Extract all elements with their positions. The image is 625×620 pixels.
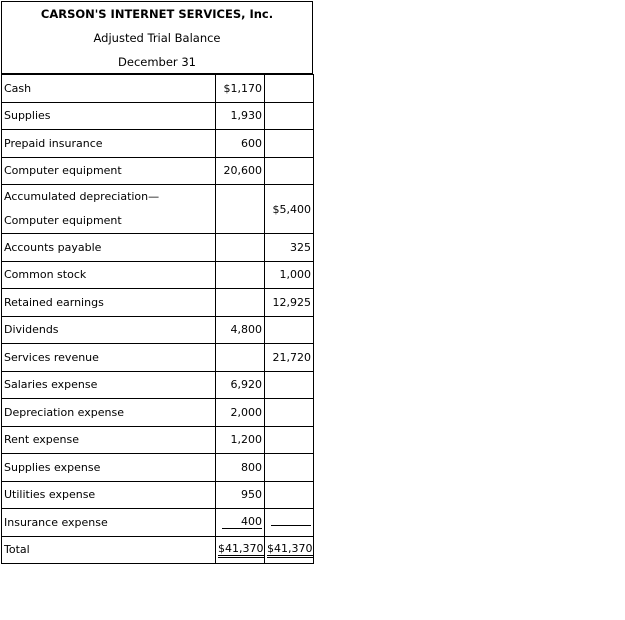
credit-amount: 325 <box>265 234 314 262</box>
account-name: Rent expense <box>2 426 216 454</box>
trial-balance-sheet <box>1 1 313 564</box>
table-row <box>2 316 314 344</box>
account-name: Retained earnings <box>2 289 216 317</box>
table-row <box>2 130 314 158</box>
debit-amount: 2,000 <box>216 399 265 427</box>
account-name: Utilities expense <box>2 481 216 509</box>
table-row <box>2 509 314 537</box>
account-name: Salaries expense <box>2 371 216 399</box>
account-name: Insurance expense <box>2 509 216 537</box>
statement-date: December 31 <box>118 55 196 69</box>
credit-amount <box>265 481 314 509</box>
debit-amount: 1,200 <box>216 426 265 454</box>
account-name: Common stock <box>2 261 216 289</box>
total-credit <box>265 536 314 563</box>
account-name: Depreciation expense <box>2 399 216 427</box>
credit-amount <box>265 102 314 130</box>
debit-underlined-amount: 400 <box>222 515 262 529</box>
debit-amount <box>216 185 265 234</box>
account-name: Supplies expense <box>2 454 216 482</box>
credit-amount <box>265 130 314 158</box>
account-name: Dividends <box>2 316 216 344</box>
total-debit-amount: $41,370 <box>218 542 264 558</box>
account-name-line-2: Computer equipment <box>4 214 122 227</box>
debit-amount: 1,930 <box>216 102 265 130</box>
debit-amount: 4,800 <box>216 316 265 344</box>
table-row <box>2 261 314 289</box>
credit-amount: 21,720 <box>265 344 314 372</box>
table-row <box>2 75 314 103</box>
credit-amount <box>265 157 314 185</box>
debit-amount <box>216 234 265 262</box>
debit-amount: 950 <box>216 481 265 509</box>
table-row <box>2 185 314 234</box>
table-row <box>2 157 314 185</box>
credit-amount: 1,000 <box>265 261 314 289</box>
total-label: Total <box>2 536 216 563</box>
credit-amount <box>265 316 314 344</box>
debit-amount <box>216 261 265 289</box>
credit-amount <box>265 454 314 482</box>
credit-amount <box>265 75 314 103</box>
table-row <box>2 399 314 427</box>
statement-header <box>1 1 313 74</box>
credit-amount <box>265 371 314 399</box>
credit-amount <box>265 509 314 537</box>
table-row <box>2 102 314 130</box>
debit-amount: 20,600 <box>216 157 265 185</box>
account-name: Accounts payable <box>2 234 216 262</box>
debit-amount <box>216 289 265 317</box>
total-debit <box>216 536 265 563</box>
total-credit-amount: $41,370 <box>267 542 313 558</box>
table-row <box>2 234 314 262</box>
table-row <box>2 344 314 372</box>
table-row <box>2 289 314 317</box>
credit-amount: $5,400 <box>265 185 314 234</box>
account-name <box>2 185 216 234</box>
company-name: CARSON'S INTERNET SERVICES, Inc. <box>40 7 274 21</box>
account-name-line-1: Accumulated depreciation— <box>4 190 160 203</box>
debit-amount: 800 <box>216 454 265 482</box>
account-name: Supplies <box>2 102 216 130</box>
table-row <box>2 454 314 482</box>
debit-amount <box>216 509 265 537</box>
credit-amount: 12,925 <box>265 289 314 317</box>
debit-amount: 600 <box>216 130 265 158</box>
account-name: Computer equipment <box>2 157 216 185</box>
account-name: Services revenue <box>2 344 216 372</box>
account-name: Cash <box>2 75 216 103</box>
statement-title: Adjusted Trial Balance <box>93 31 221 45</box>
debit-amount: $1,170 <box>216 75 265 103</box>
debit-amount <box>216 344 265 372</box>
credit-underline <box>271 525 311 526</box>
trial-balance-table <box>1 74 314 564</box>
table-row <box>2 426 314 454</box>
table-row <box>2 371 314 399</box>
credit-amount <box>265 426 314 454</box>
debit-amount: 6,920 <box>216 371 265 399</box>
account-name: Prepaid insurance <box>2 130 216 158</box>
table-row <box>2 481 314 509</box>
total-row <box>2 536 314 563</box>
credit-amount <box>265 399 314 427</box>
